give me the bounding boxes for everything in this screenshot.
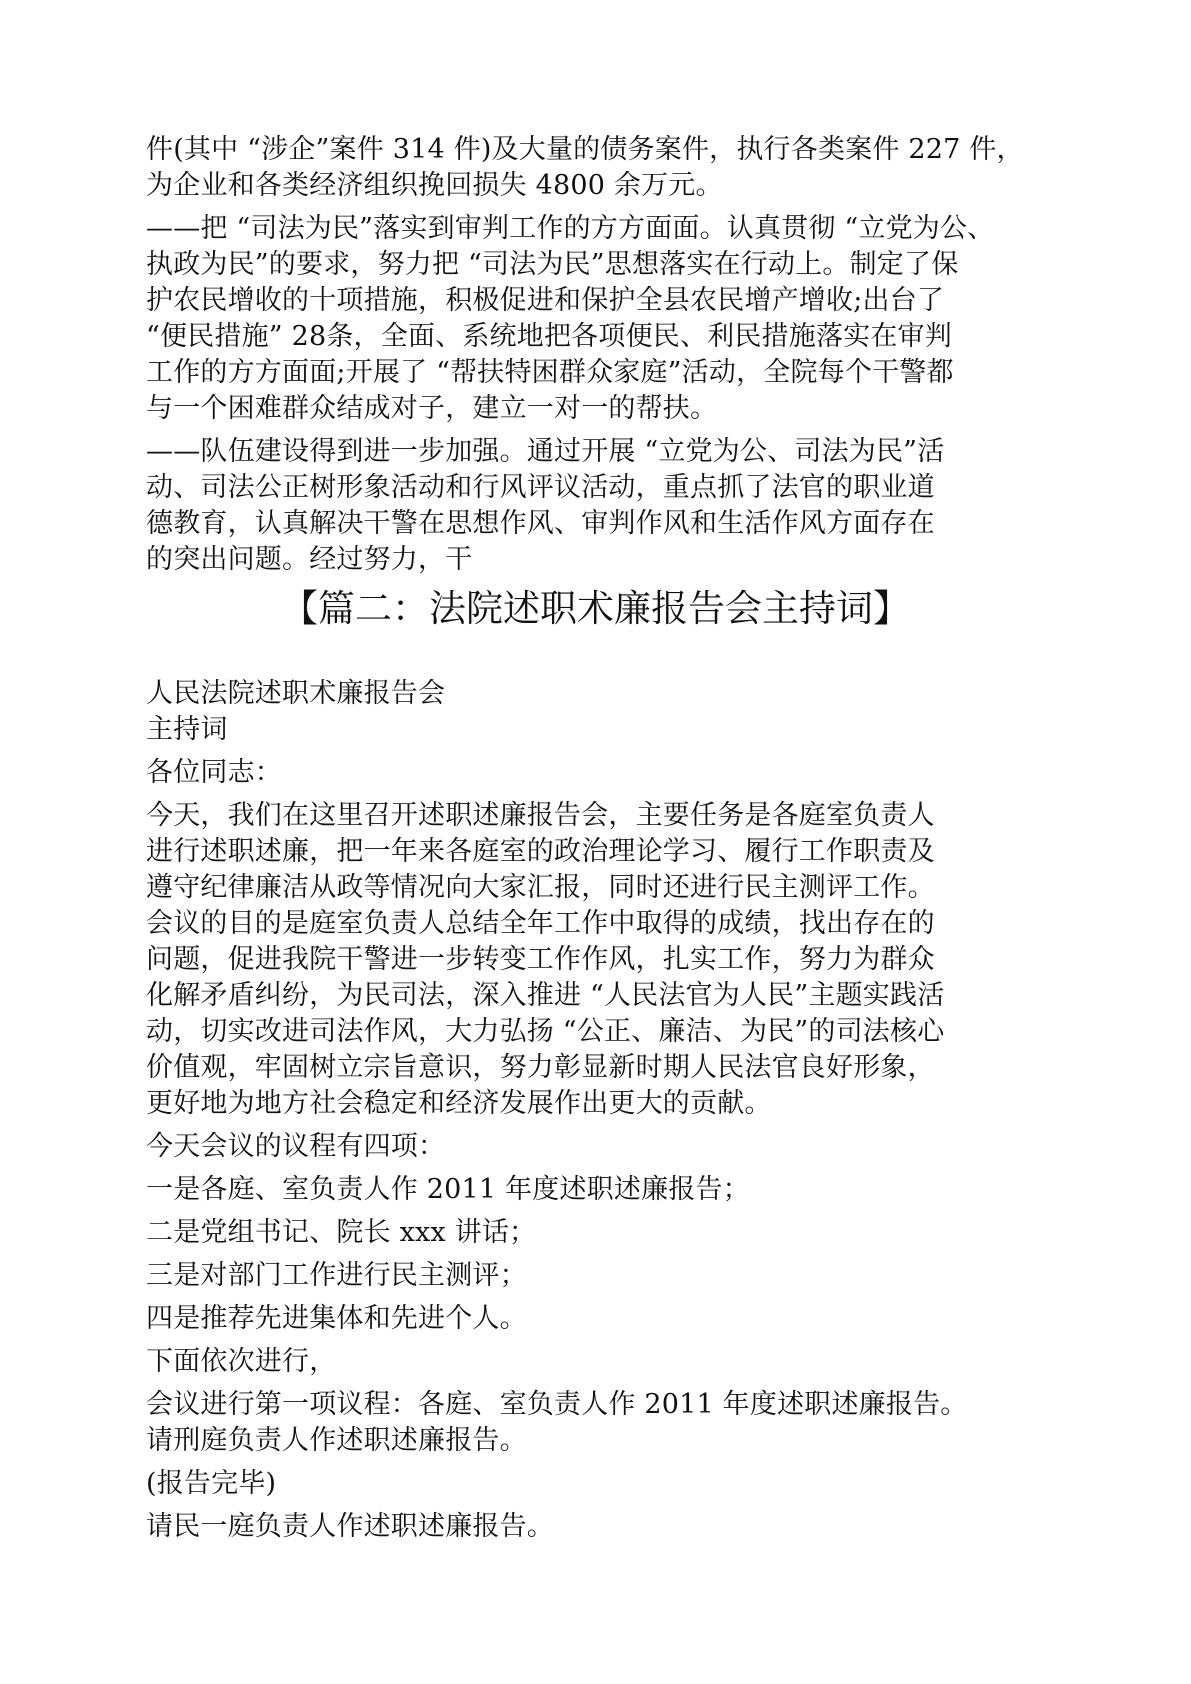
paragraph-line: “便民措施” 28条，全面、系统地把各项便民、利民措施落实在审判: [146, 321, 952, 352]
paragraph-line: 下面依次进行，: [146, 1346, 337, 1377]
section-heading: 【篇二：法院述职术廉报告会主持词】: [281, 587, 910, 630]
agenda-item: 一是各庭、室负责人作 2011 年度述职述廉报告；: [146, 1174, 750, 1205]
paragraph-line: 动、司法公正树形象活动和行风评议活动，重点抓了法官的职业道: [146, 472, 935, 503]
paragraph-line: 德教育，认真解决干警在思想作风、审判作风和生活作风方面存在: [146, 508, 935, 539]
paragraph-line: (报告完毕): [146, 1468, 277, 1499]
paragraph-line: 为企业和各类经济组织挽回损失 4800 余万元。: [146, 170, 723, 201]
paragraph-line: 请民一庭负责人作述职述廉报告。: [146, 1511, 554, 1542]
salutation-line: 各位同志：: [146, 757, 282, 788]
paragraph-line: 的突出问题。经过努力，干: [146, 544, 473, 575]
agenda-item: 四是推荐先进集体和先进个人。: [146, 1303, 527, 1334]
paragraph-line: 执政为民”的要求，努力把 “司法为民”思想落实在行动上。制定了保: [146, 249, 959, 280]
paragraph-line: ——队伍建设得到进一步加强。通过开展 “立党为公、司法为民”活: [146, 436, 945, 467]
document-subtitle-line: 主持词: [146, 714, 228, 745]
paragraph-line: 请刑庭负责人作述职述廉报告。: [146, 1425, 527, 1456]
paragraph-line: 问题，促进我院干警进一步转变工作作风，扎实工作，努力为群众: [146, 944, 935, 975]
paragraph-line: 件(其中 “涉企”案件 314 件)及大量的债务案件，执行各类案件 227 件，: [146, 134, 1024, 165]
paragraph-line: 今天，我们在这里召开述职述廉报告会，主要任务是各庭室负责人: [146, 800, 935, 831]
agenda-intro-line: 今天会议的议程有四项：: [146, 1131, 446, 1162]
agenda-item: 三是对部门工作进行民主测评；: [146, 1260, 527, 1291]
paragraph-line: 工作的方方面面;开展了 “帮扶特困群众家庭”活动，全院每个干警都: [146, 357, 954, 388]
paragraph-line: 与一个困难群众结成对子，建立一对一的帮扶。: [146, 393, 718, 424]
paragraph-line: 会议的目的是庭室负责人总结全年工作中取得的成绩，找出存在的: [146, 908, 935, 939]
paragraph-line: 动，切实改进司法作风，大力弘扬 “公正、廉洁、为民”的司法核心: [146, 1016, 945, 1047]
paragraph-line: 遵守纪律廉洁从政等情况向大家汇报，同时还进行民主测评工作。: [146, 872, 935, 903]
paragraph-line: 进行述职述廉，把一年来各庭室的政治理论学习、履行工作职责及: [146, 836, 935, 867]
paragraph-line: ——把 “司法为民”落实到审判工作的方方面面。认真贯彻 “立党为公、: [146, 213, 995, 244]
paragraph-line: 化解矛盾纠纷，为民司法，深入推进 “人民法官为人民”主题实践活: [146, 980, 945, 1011]
agenda-item: 二是党组书记、院长 xxx 讲话；: [146, 1217, 537, 1248]
paragraph-line: 会议进行第一项议程：各庭、室负责人作 2011 年度述职述廉报告。: [146, 1389, 968, 1420]
document-title-line: 人民法院述职术廉报告会: [146, 678, 446, 709]
paragraph-line: 更好地为地方社会稳定和经济发展作出更大的贡献。: [146, 1088, 772, 1119]
paragraph-line: 价值观，牢固树立宗旨意识，努力彰显新时期人民法官良好形象，: [146, 1052, 935, 1083]
paragraph-line: 护农民增收的十项措施，积极促进和保护全县农民增产增收;出台了: [146, 285, 945, 316]
